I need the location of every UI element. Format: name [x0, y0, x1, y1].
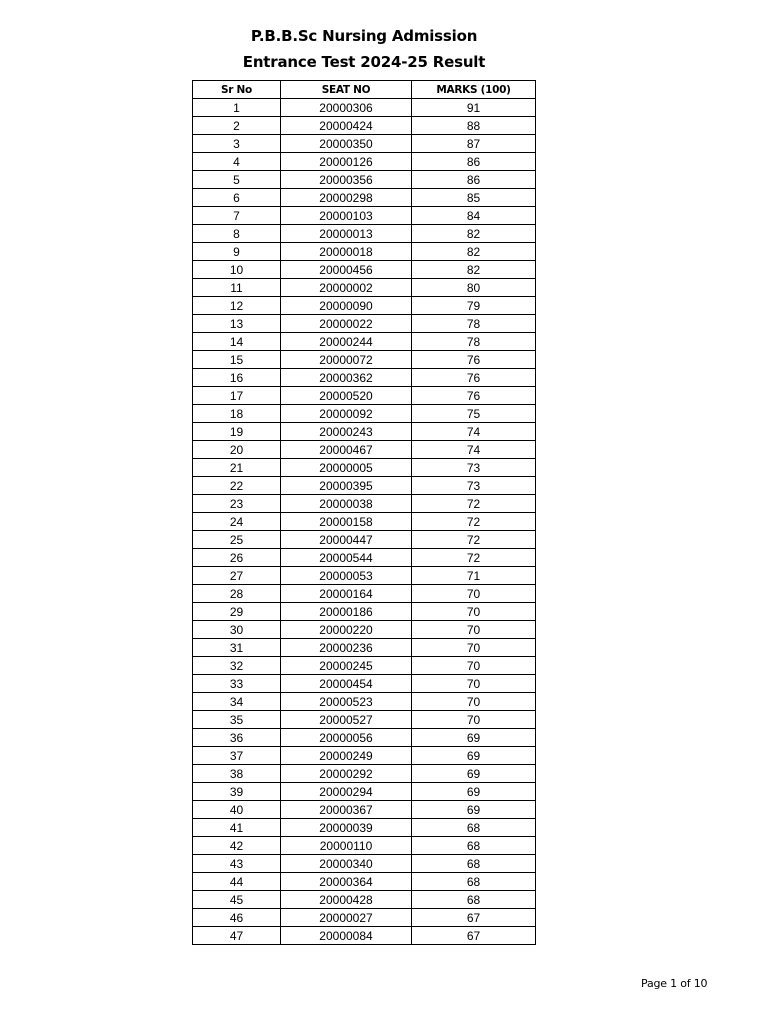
- cell-marks: 82: [412, 261, 536, 279]
- cell-marks: 69: [412, 747, 536, 765]
- header-sr-no: Sr No: [193, 81, 281, 99]
- cell-sr-no: 30: [193, 621, 281, 639]
- cell-marks: 86: [412, 153, 536, 171]
- table-row: [193, 243, 536, 261]
- cell-marks: 69: [412, 765, 536, 783]
- cell-sr-no: 25: [193, 531, 281, 549]
- table-row: [193, 261, 536, 279]
- cell-seat-no: 20000236: [281, 639, 412, 657]
- cell-seat-no: 20000424: [281, 117, 412, 135]
- cell-seat-no: 20000292: [281, 765, 412, 783]
- table-header-row: [193, 81, 536, 99]
- cell-sr-no: 14: [193, 333, 281, 351]
- table-row: [193, 297, 536, 315]
- cell-seat-no: 20000454: [281, 675, 412, 693]
- cell-sr-no: 33: [193, 675, 281, 693]
- cell-marks: 69: [412, 783, 536, 801]
- table-row: [193, 765, 536, 783]
- cell-sr-no: 8: [193, 225, 281, 243]
- cell-sr-no: 18: [193, 405, 281, 423]
- cell-marks: 70: [412, 639, 536, 657]
- cell-seat-no: 20000527: [281, 711, 412, 729]
- table-row: [193, 351, 536, 369]
- cell-sr-no: 42: [193, 837, 281, 855]
- cell-seat-no: 20000022: [281, 315, 412, 333]
- cell-marks: 78: [412, 333, 536, 351]
- cell-marks: 69: [412, 729, 536, 747]
- table-row: [193, 585, 536, 603]
- cell-marks: 82: [412, 225, 536, 243]
- table-row: [193, 369, 536, 387]
- table-row: [193, 495, 536, 513]
- cell-seat-no: 20000362: [281, 369, 412, 387]
- cell-marks: 88: [412, 117, 536, 135]
- document-title-line2: Entrance Test 2024-25 Result: [242, 53, 486, 71]
- header-seat-no: SEAT NO: [281, 81, 412, 99]
- cell-marks: 70: [412, 675, 536, 693]
- cell-marks: 68: [412, 837, 536, 855]
- cell-marks: 70: [412, 585, 536, 603]
- cell-seat-no: 20000126: [281, 153, 412, 171]
- cell-sr-no: 28: [193, 585, 281, 603]
- cell-marks: 76: [412, 351, 536, 369]
- table-row: [193, 207, 536, 225]
- cell-sr-no: 9: [193, 243, 281, 261]
- cell-seat-no: 20000092: [281, 405, 412, 423]
- cell-marks: 72: [412, 495, 536, 513]
- cell-sr-no: 22: [193, 477, 281, 495]
- cell-sr-no: 23: [193, 495, 281, 513]
- cell-sr-no: 3: [193, 135, 281, 153]
- cell-marks: 69: [412, 801, 536, 819]
- table-row: [193, 333, 536, 351]
- table-row: [193, 621, 536, 639]
- table-row: [193, 747, 536, 765]
- table-row: [193, 567, 536, 585]
- cell-marks: 70: [412, 711, 536, 729]
- table-row: [193, 99, 536, 117]
- cell-marks: 70: [412, 657, 536, 675]
- cell-marks: 70: [412, 621, 536, 639]
- cell-marks: 72: [412, 513, 536, 531]
- cell-seat-no: 20000523: [281, 693, 412, 711]
- table-row: [193, 189, 536, 207]
- cell-sr-no: 1: [193, 99, 281, 117]
- cell-seat-no: 20000039: [281, 819, 412, 837]
- results-table-body: [193, 99, 536, 945]
- table-row: [193, 405, 536, 423]
- cell-marks: 72: [412, 531, 536, 549]
- table-row: [193, 873, 536, 891]
- cell-sr-no: 5: [193, 171, 281, 189]
- cell-seat-no: 20000027: [281, 909, 412, 927]
- cell-seat-no: 20000456: [281, 261, 412, 279]
- cell-seat-no: 20000018: [281, 243, 412, 261]
- header-marks: MARKS (100): [412, 81, 536, 99]
- document-title-line1: P.B.B.Sc Nursing Admission: [250, 27, 478, 45]
- cell-seat-no: 20000249: [281, 747, 412, 765]
- cell-sr-no: 39: [193, 783, 281, 801]
- cell-sr-no: 7: [193, 207, 281, 225]
- cell-seat-no: 20000467: [281, 441, 412, 459]
- cell-sr-no: 16: [193, 369, 281, 387]
- cell-marks: 72: [412, 549, 536, 567]
- cell-sr-no: 2: [193, 117, 281, 135]
- cell-marks: 67: [412, 909, 536, 927]
- cell-seat-no: 20000005: [281, 459, 412, 477]
- table-row: [193, 441, 536, 459]
- cell-marks: 74: [412, 441, 536, 459]
- cell-seat-no: 20000245: [281, 657, 412, 675]
- cell-sr-no: 36: [193, 729, 281, 747]
- table-row: [193, 549, 536, 567]
- cell-marks: 73: [412, 459, 536, 477]
- cell-seat-no: 20000038: [281, 495, 412, 513]
- cell-marks: 91: [412, 99, 536, 117]
- cell-seat-no: 20000243: [281, 423, 412, 441]
- table-row: [193, 801, 536, 819]
- table-row: [193, 783, 536, 801]
- cell-seat-no: 20000158: [281, 513, 412, 531]
- table-row: [193, 153, 536, 171]
- table-row: [193, 477, 536, 495]
- cell-marks: 71: [412, 567, 536, 585]
- cell-marks: 86: [412, 171, 536, 189]
- cell-sr-no: 34: [193, 693, 281, 711]
- table-row: [193, 315, 536, 333]
- cell-sr-no: 11: [193, 279, 281, 297]
- page-number: Page 1 of 10: [641, 977, 708, 990]
- cell-sr-no: 35: [193, 711, 281, 729]
- cell-marks: 70: [412, 693, 536, 711]
- cell-marks: 70: [412, 603, 536, 621]
- cell-sr-no: 46: [193, 909, 281, 927]
- table-row: [193, 855, 536, 873]
- cell-sr-no: 37: [193, 747, 281, 765]
- cell-sr-no: 38: [193, 765, 281, 783]
- cell-seat-no: 20000002: [281, 279, 412, 297]
- cell-sr-no: 44: [193, 873, 281, 891]
- cell-seat-no: 20000298: [281, 189, 412, 207]
- table-row: [193, 225, 536, 243]
- table-row: [193, 891, 536, 909]
- table-row: [193, 657, 536, 675]
- cell-marks: 82: [412, 243, 536, 261]
- cell-seat-no: 20000103: [281, 207, 412, 225]
- cell-seat-no: 20000220: [281, 621, 412, 639]
- cell-sr-no: 20: [193, 441, 281, 459]
- cell-seat-no: 20000364: [281, 873, 412, 891]
- cell-seat-no: 20000072: [281, 351, 412, 369]
- cell-sr-no: 47: [193, 927, 281, 945]
- cell-marks: 68: [412, 891, 536, 909]
- cell-sr-no: 19: [193, 423, 281, 441]
- cell-sr-no: 31: [193, 639, 281, 657]
- table-row: [193, 135, 536, 153]
- cell-marks: 85: [412, 189, 536, 207]
- cell-marks: 67: [412, 927, 536, 945]
- cell-marks: 68: [412, 819, 536, 837]
- cell-seat-no: 20000084: [281, 927, 412, 945]
- cell-marks: 73: [412, 477, 536, 495]
- table-row: [193, 837, 536, 855]
- table-row: [193, 387, 536, 405]
- cell-sr-no: 24: [193, 513, 281, 531]
- cell-sr-no: 13: [193, 315, 281, 333]
- cell-sr-no: 12: [193, 297, 281, 315]
- cell-marks: 76: [412, 387, 536, 405]
- results-table: [192, 80, 536, 945]
- cell-sr-no: 6: [193, 189, 281, 207]
- table-row: [193, 675, 536, 693]
- cell-seat-no: 20000053: [281, 567, 412, 585]
- cell-seat-no: 20000056: [281, 729, 412, 747]
- cell-seat-no: 20000520: [281, 387, 412, 405]
- table-row: [193, 117, 536, 135]
- cell-seat-no: 20000294: [281, 783, 412, 801]
- cell-sr-no: 45: [193, 891, 281, 909]
- cell-seat-no: 20000447: [281, 531, 412, 549]
- cell-sr-no: 43: [193, 855, 281, 873]
- cell-seat-no: 20000367: [281, 801, 412, 819]
- table-row: [193, 459, 536, 477]
- cell-sr-no: 27: [193, 567, 281, 585]
- table-row: [193, 693, 536, 711]
- cell-seat-no: 20000110: [281, 837, 412, 855]
- table-row: [193, 729, 536, 747]
- table-row: [193, 171, 536, 189]
- cell-marks: 74: [412, 423, 536, 441]
- cell-seat-no: 20000013: [281, 225, 412, 243]
- cell-seat-no: 20000090: [281, 297, 412, 315]
- table-row: [193, 513, 536, 531]
- cell-marks: 79: [412, 297, 536, 315]
- cell-sr-no: 4: [193, 153, 281, 171]
- cell-seat-no: 20000428: [281, 891, 412, 909]
- cell-seat-no: 20000544: [281, 549, 412, 567]
- cell-sr-no: 32: [193, 657, 281, 675]
- cell-marks: 68: [412, 873, 536, 891]
- table-row: [193, 603, 536, 621]
- cell-marks: 80: [412, 279, 536, 297]
- table-row: [193, 423, 536, 441]
- cell-seat-no: 20000164: [281, 585, 412, 603]
- cell-seat-no: 20000340: [281, 855, 412, 873]
- cell-marks: 87: [412, 135, 536, 153]
- cell-sr-no: 17: [193, 387, 281, 405]
- cell-sr-no: 29: [193, 603, 281, 621]
- cell-sr-no: 15: [193, 351, 281, 369]
- cell-marks: 68: [412, 855, 536, 873]
- cell-marks: 76: [412, 369, 536, 387]
- cell-marks: 78: [412, 315, 536, 333]
- cell-sr-no: 26: [193, 549, 281, 567]
- cell-marks: 75: [412, 405, 536, 423]
- cell-seat-no: 20000244: [281, 333, 412, 351]
- cell-seat-no: 20000186: [281, 603, 412, 621]
- cell-seat-no: 20000395: [281, 477, 412, 495]
- cell-seat-no: 20000306: [281, 99, 412, 117]
- cell-sr-no: 21: [193, 459, 281, 477]
- table-row: [193, 711, 536, 729]
- table-row: [193, 639, 536, 657]
- table-row: [193, 279, 536, 297]
- cell-seat-no: 20000350: [281, 135, 412, 153]
- cell-sr-no: 40: [193, 801, 281, 819]
- table-row: [193, 819, 536, 837]
- cell-sr-no: 41: [193, 819, 281, 837]
- cell-seat-no: 20000356: [281, 171, 412, 189]
- cell-marks: 84: [412, 207, 536, 225]
- table-row: [193, 927, 536, 945]
- cell-sr-no: 10: [193, 261, 281, 279]
- table-row: [193, 909, 536, 927]
- table-row: [193, 531, 536, 549]
